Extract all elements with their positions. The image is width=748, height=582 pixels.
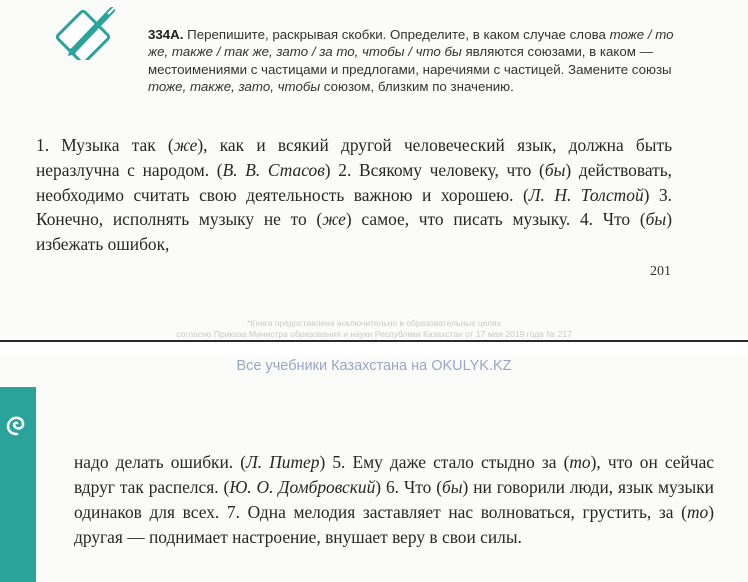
text-run: ) 6. Что (: [375, 476, 443, 497]
task-instructions: [148, 26, 688, 96]
exercise-text-bottom: [74, 450, 714, 550]
text-run: ) другая — поднимает настроение, внушает веру в свои силы.: [74, 501, 714, 547]
text-run: ) действовать, необходимо считать свою деятельность важною и хорошею. (: [36, 159, 672, 205]
swirl-icon: [2, 408, 32, 438]
text-italic: бы: [544, 159, 566, 180]
text-run: ), что он сейчас вдруг так распелся. (: [74, 452, 715, 497]
text-italic: бы: [442, 476, 463, 497]
task-text: Перепишите, раскрывая скобки. Определите, в каком случае слова: [183, 27, 610, 42]
task-words: тоже / то же, также / так же, зато / за то, чтобы / что бы: [148, 27, 674, 60]
text-run: ) 5. Ему даже стало стыдно за (: [319, 452, 570, 472]
text-run: ) самое, что писать музыку. 4. Что (: [345, 209, 646, 230]
task-text: союзом, близким по значению.: [320, 79, 514, 95]
text-italic: же: [322, 209, 346, 230]
author-name: Л. Питер: [246, 452, 320, 472]
text-run: ) 2. Всякому человеку, что (: [324, 159, 545, 180]
author-name: Ю. О. Домбровский: [229, 476, 376, 497]
text-run: ) 3. Конечно, исполнять музыку не то (: [36, 184, 673, 230]
exercise-text-top: [36, 133, 672, 257]
task-number: 334А.: [148, 27, 184, 42]
pencil-icon: [52, 2, 124, 60]
copyright-notice: согласно Приказа Министра образования и науки Республики Казахстан от 17 мая 2019 года № 217: [176, 329, 572, 339]
text-italic: то: [686, 501, 709, 522]
author-name: В. В. Стасов: [222, 159, 325, 180]
text-italic: бы: [645, 209, 667, 230]
text-italic: же: [173, 135, 198, 155]
text-run: ) избежать ошибок,: [36, 209, 672, 255]
task-text: являются союзами, в каком — местоимениями с частицами и предлогами, наречиями с частицей. Замените союзы: [148, 44, 672, 77]
text-run: 1. Музыка так (: [36, 135, 174, 155]
copyright-notice: *Книга предоставлена исключительно в образовательных целях: [247, 318, 501, 328]
text-run: ) ни говорили люди, язык музыки одинаков для всех. 7. Одна мелодия заставляет нас волноваться, грустить, за (: [74, 476, 714, 522]
page-divider: [0, 340, 748, 356]
page-number: 201: [650, 264, 671, 279]
author-name: Л. Н. Толстой: [528, 184, 644, 205]
text-italic: то: [569, 452, 591, 472]
text-run: ), как и всякий другой человеческий язык, должна быть неразлучна с народом. (: [36, 135, 672, 180]
site-watermark: Все учебники Казахстана на OKULYK.KZ: [236, 358, 512, 374]
task-words: тоже, также, зато, чтобы: [148, 79, 321, 95]
text-run: надо делать ошибки. (: [74, 452, 247, 472]
